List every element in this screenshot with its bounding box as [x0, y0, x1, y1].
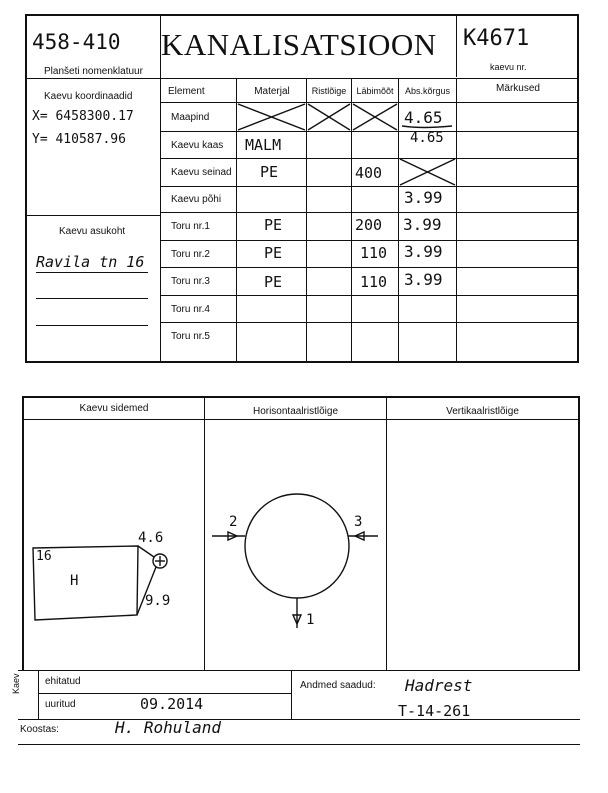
- footer-kaev-divider: [38, 670, 39, 720]
- nomenclature-label: Planšeti nomenklatuur: [44, 66, 143, 77]
- row-element-label: Toru nr.2: [171, 249, 210, 260]
- pipe-2-label: 2: [229, 514, 238, 530]
- row-element-label: Toru nr.1: [171, 221, 210, 232]
- coordinates-label: Kaevu koordinaadid: [44, 91, 133, 102]
- footer-last-line: [18, 744, 580, 745]
- nomenclature-value: 458-410: [32, 30, 121, 54]
- row-height: 3.99: [404, 270, 443, 289]
- data-from-signature: Hadrest: [405, 676, 473, 695]
- well-number-label: kaevu nr.: [490, 62, 527, 72]
- row-height: 4.65: [404, 108, 443, 127]
- row-material: PE: [264, 216, 283, 234]
- footer-top-line: [18, 670, 580, 671]
- data-from-code: T-14-261: [398, 702, 471, 720]
- row-element-label: Toru nr.4: [171, 304, 210, 315]
- vertical-section-label: Vertikaalristlõige: [446, 406, 519, 417]
- well-number-value: K4671: [463, 26, 530, 51]
- compiled-value: H. Rohuland: [115, 718, 221, 737]
- row-element-label: Toru nr.3: [171, 276, 210, 287]
- row-element-label: Toru nr.5: [171, 331, 210, 342]
- measured-value: 09.2014: [140, 695, 204, 713]
- measured-label: uuritud: [45, 699, 76, 710]
- footer-bottom-line: [18, 719, 580, 720]
- pipe-3-label: 3: [354, 514, 363, 530]
- header-section: Ristlõige: [311, 86, 347, 96]
- row-material: MALM: [245, 136, 282, 154]
- row-height: 4.65: [410, 130, 444, 146]
- header-notes: Märkused: [496, 83, 540, 94]
- built-label: ehitatud: [45, 676, 81, 687]
- row-element-label: Maapind: [171, 112, 210, 123]
- data-from-label: Andmed saadud:: [300, 680, 376, 691]
- horizontal-section-label: Horisontaalristlõige: [252, 406, 339, 417]
- header-abs-height: Abs.kõrgus: [404, 86, 451, 96]
- sidemed-building-number: 16: [36, 549, 52, 564]
- sidemed-mark: H: [70, 573, 79, 589]
- row-diameter: 110: [360, 244, 388, 262]
- compiled-label: Koostas:: [20, 724, 59, 735]
- row-material: PE: [260, 163, 279, 181]
- header-diameter: Läbimõõt: [356, 86, 394, 96]
- row-element-label: Kaevu seinad: [171, 167, 232, 178]
- footer-mid-line: [38, 693, 291, 694]
- row-material: PE: [264, 244, 283, 262]
- page-title: KANALISATSIOON: [161, 27, 437, 62]
- row-diameter: 200: [355, 216, 383, 234]
- header-element: Element: [168, 86, 205, 97]
- row-element-label: Kaevu põhi: [171, 194, 222, 205]
- row-element-label: Kaevu kaas: [171, 140, 224, 151]
- sidemed-label: Kaevu sidemed: [79, 403, 149, 414]
- row-height: 3.99: [404, 242, 443, 261]
- coordinate-x: X= 6458300.17: [32, 109, 134, 124]
- row-height: 3.99: [403, 215, 442, 234]
- row-height: 3.99: [404, 188, 443, 207]
- sidemed-distance-top: 4.6: [138, 530, 164, 546]
- row-material: PE: [264, 273, 283, 291]
- footer-mid-divider: [291, 670, 292, 720]
- kaev-label: Kaev: [11, 673, 21, 694]
- sidemed-distance-bottom: 9.9: [145, 593, 171, 609]
- row-diameter: 110: [360, 273, 388, 291]
- pipe-1-label: 1: [306, 612, 315, 628]
- location-value: Ravila tn 16: [36, 253, 145, 271]
- row-diameter: 400: [355, 164, 383, 182]
- coordinate-y: Y= 410587.96: [32, 132, 126, 147]
- header-material: Materjal: [254, 86, 290, 97]
- location-label: Kaevu asukoht: [59, 226, 126, 237]
